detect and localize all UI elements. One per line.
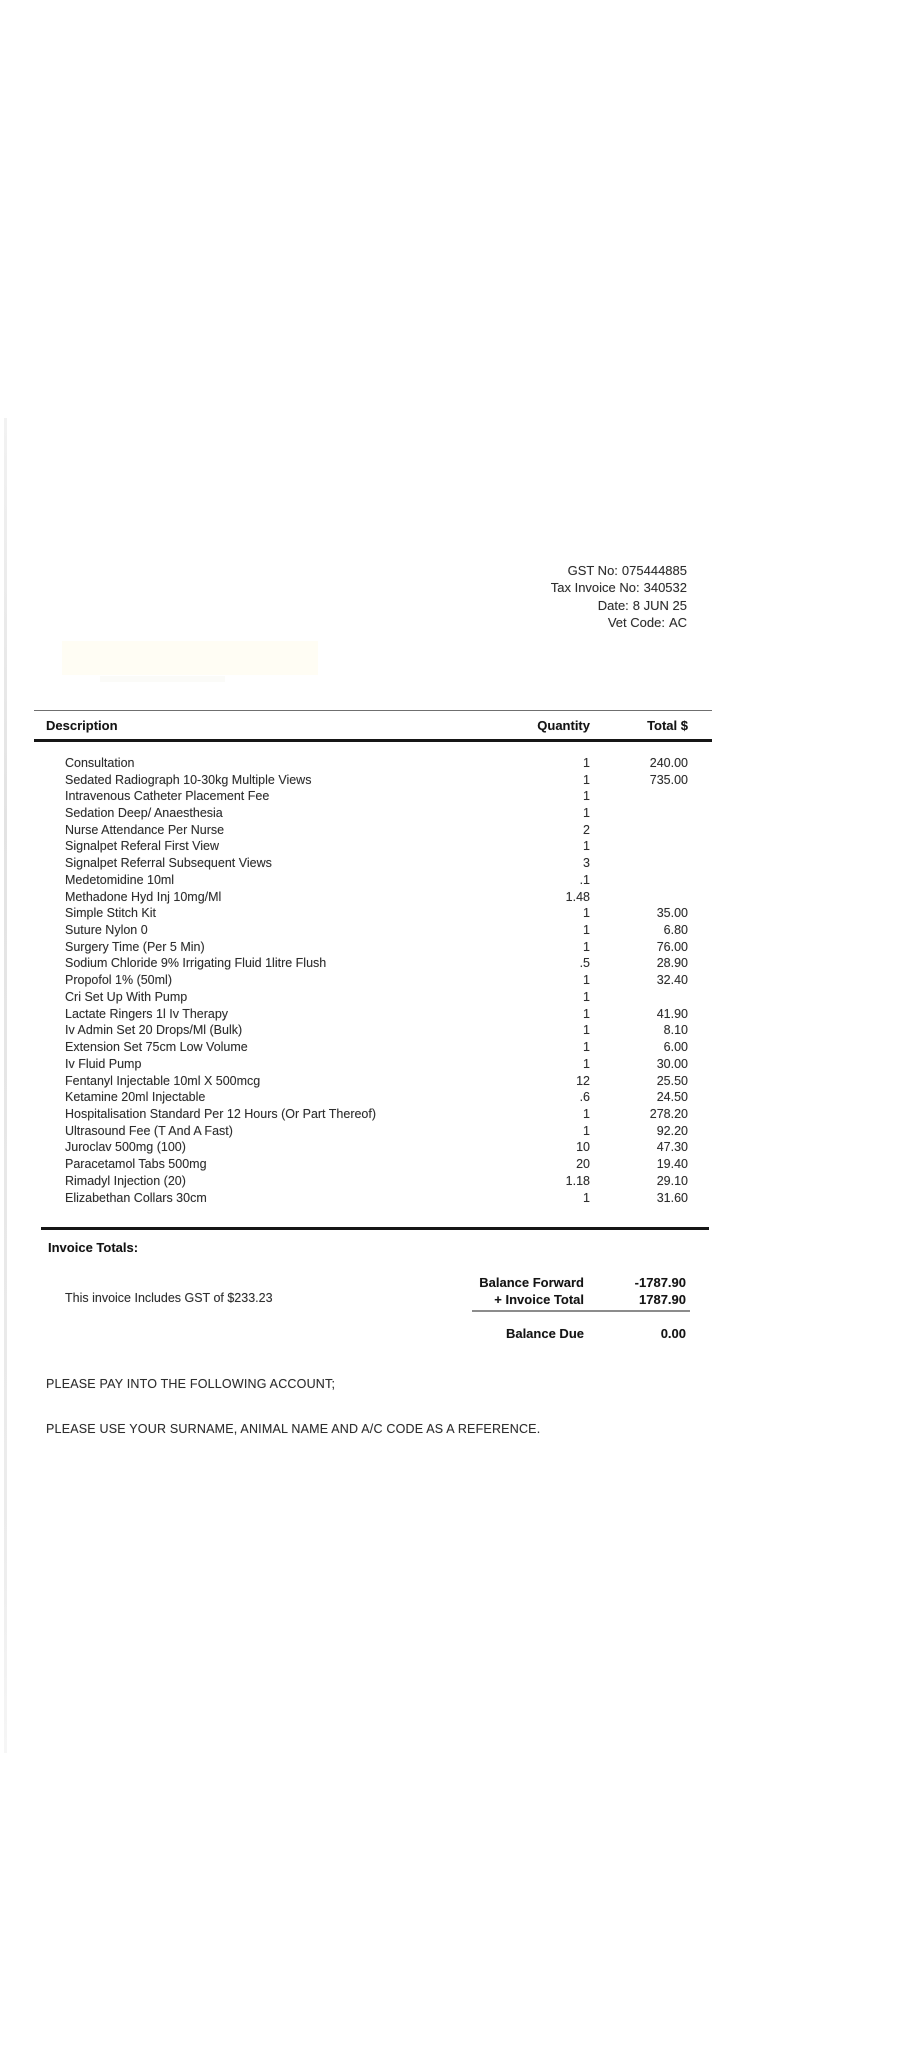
item-total: 76.00	[656, 939, 688, 954]
item-description: Suture Nylon 0	[65, 923, 148, 938]
item-description: Iv Fluid Pump	[65, 1056, 142, 1071]
item-total: 35.00	[656, 906, 688, 921]
item-total: 24.50	[656, 1090, 688, 1105]
column-header-total: Total $	[647, 718, 688, 734]
item-description: Cri Set Up With Pump	[65, 989, 188, 1004]
table-row	[34, 1072, 712, 1089]
table-row	[34, 1106, 712, 1123]
vet-code-value: AC	[668, 614, 687, 630]
item-quantity: 12	[576, 1073, 590, 1088]
invoice-date-label: Date:	[597, 597, 629, 613]
reference-instruction-note: PLEASE USE YOUR SURNAME, ANIMAL NAME AND A/C CODE AS A REFERENCE.	[46, 1422, 541, 1436]
item-description: Surgery Time (Per 5 Min)	[65, 939, 205, 954]
item-quantity: 1	[583, 806, 590, 821]
item-quantity: 1	[583, 789, 590, 804]
item-total: 278.20	[649, 1106, 688, 1121]
table-row	[34, 755, 712, 772]
vet-code-label: Vet Code:	[607, 614, 665, 630]
column-header-quantity: Quantity	[537, 718, 590, 734]
table-row	[34, 1156, 712, 1173]
item-description: Sedation Deep/ Anaesthesia	[65, 806, 223, 821]
table-row	[34, 938, 712, 955]
item-total: 25.50	[656, 1073, 688, 1088]
item-description: Juroclav 500mg (100)	[65, 1140, 186, 1155]
table-row	[34, 955, 712, 972]
item-total: 8.10	[663, 1023, 688, 1038]
item-description: Iv Admin Set 20 Drops/Ml (Bulk)	[65, 1023, 243, 1038]
redacted-clinic-area	[62, 641, 318, 675]
column-header-description: Description	[46, 718, 118, 734]
tax-invoice-number-value: 340532	[643, 580, 687, 596]
item-description: Ketamine 20ml Injectable	[65, 1090, 206, 1105]
table-row	[34, 1122, 712, 1139]
item-description: Intravenous Catheter Placement Fee	[65, 789, 270, 804]
table-row	[34, 1039, 712, 1056]
invoice-totals-heading: Invoice Totals:	[48, 1240, 139, 1255]
item-quantity: 20	[576, 1157, 590, 1172]
item-quantity: 1	[583, 1190, 590, 1205]
item-quantity: 1	[583, 1040, 590, 1055]
invoice-total-line	[396, 1291, 686, 1308]
item-quantity: 1	[583, 1023, 590, 1038]
tax-invoice-number-line	[551, 579, 687, 596]
table-row	[34, 1189, 712, 1206]
item-description: Medetomidine 10ml	[65, 872, 175, 887]
table-row	[34, 972, 712, 989]
gst-number-line	[551, 562, 687, 579]
item-description: Signalpet Referral Subsequent Views	[65, 856, 272, 871]
invoice-meta	[551, 562, 687, 631]
item-quantity: 1	[583, 1106, 590, 1121]
scan-edge-artifact	[4, 418, 7, 1753]
line-items-table	[34, 710, 712, 1206]
balance-due-value: 0.00	[660, 1326, 686, 1341]
item-description: Simple Stitch Kit	[65, 906, 157, 921]
table-row	[34, 838, 712, 855]
item-quantity: 1	[583, 923, 590, 938]
vet-code-line	[551, 614, 687, 631]
table-header-row	[34, 710, 712, 742]
invoice-total-label: + Invoice Total	[494, 1292, 584, 1307]
invoice-date-line	[551, 597, 687, 614]
table-row	[34, 888, 712, 905]
balance-forward-value: -1787.90	[634, 1275, 686, 1290]
table-row	[34, 922, 712, 939]
item-total: 19.40	[656, 1157, 688, 1172]
item-description: Paracetamol Tabs 500mg	[65, 1157, 207, 1172]
item-quantity: 1	[583, 906, 590, 921]
item-total: 29.10	[656, 1173, 688, 1188]
item-quantity: 2	[583, 822, 590, 837]
table-row	[34, 905, 712, 922]
table-bottom-rule	[41, 1227, 709, 1230]
item-quantity: 1	[583, 1056, 590, 1071]
item-total: 31.60	[656, 1190, 688, 1205]
item-total: 28.90	[656, 956, 688, 971]
item-quantity: 3	[583, 856, 590, 871]
item-description: Sodium Chloride 9% Irrigating Fluid 1litre Flush	[65, 956, 327, 971]
table-row	[34, 855, 712, 872]
item-quantity: 1.48	[565, 889, 590, 904]
item-total: 92.20	[656, 1123, 688, 1138]
item-description: Nurse Attendance Per Nurse	[65, 822, 225, 837]
balance-due-label: Balance Due	[505, 1326, 584, 1341]
table-row	[34, 1055, 712, 1072]
item-total: 6.80	[663, 923, 688, 938]
item-quantity: 1	[583, 1006, 590, 1021]
invoice-date-value: 8 JUN 25	[632, 597, 687, 613]
item-quantity: 1	[583, 755, 590, 770]
item-quantity: .5	[579, 956, 590, 971]
item-total: 30.00	[656, 1056, 688, 1071]
table-row	[34, 821, 712, 838]
table-row	[34, 1139, 712, 1156]
table-row	[34, 1005, 712, 1022]
item-description: Ultrasound Fee (T And A Fast)	[65, 1123, 233, 1138]
item-quantity: .6	[579, 1090, 590, 1105]
item-description: Methadone Hyd Inj 10mg/Ml	[65, 889, 222, 904]
table-row	[34, 1089, 712, 1106]
balance-due-line	[396, 1325, 686, 1342]
item-quantity: 1	[583, 973, 590, 988]
item-description: Propofol 1% (50ml)	[65, 973, 172, 988]
item-total: 47.30	[656, 1140, 688, 1155]
gst-number-value: 075444885	[621, 563, 687, 578]
redacted-streak	[100, 676, 225, 682]
item-description: Signalpet Referal First View	[65, 839, 220, 854]
table-row	[34, 989, 712, 1006]
balance-forward-label: Balance Forward	[479, 1275, 584, 1290]
item-description: Extension Set 75cm Low Volume	[65, 1040, 248, 1055]
item-total: 735.00	[649, 772, 688, 787]
item-description: Consultation	[65, 755, 135, 770]
table-row	[34, 1172, 712, 1189]
item-description: Hospitalisation Standard Per 12 Hours (Or Part Thereof)	[65, 1106, 377, 1121]
item-quantity: 1	[583, 989, 590, 1004]
item-total: 32.40	[656, 973, 688, 988]
totals-divider-rule	[472, 1310, 690, 1312]
item-quantity: 1	[583, 839, 590, 854]
item-quantity: .1	[579, 872, 590, 887]
item-description: Elizabethan Collars 30cm	[65, 1190, 207, 1205]
balance-forward-line	[396, 1274, 686, 1291]
item-quantity: 1	[583, 1123, 590, 1138]
item-description: Fentanyl Injectable 10ml X 500mcg	[65, 1073, 261, 1088]
table-row	[34, 788, 712, 805]
gst-number-label: GST No:	[567, 563, 618, 578]
table-row	[34, 872, 712, 889]
table-row	[34, 805, 712, 822]
totals-block	[396, 1274, 686, 1308]
item-total: 6.00	[663, 1040, 688, 1055]
item-quantity: 1	[583, 939, 590, 954]
item-description: Sedated Radiograph 10-30kg Multiple Views	[65, 772, 312, 787]
table-row	[34, 771, 712, 788]
tax-invoice-number-label: Tax Invoice No:	[550, 580, 640, 596]
item-description: Lactate Ringers 1l Iv Therapy	[65, 1006, 229, 1021]
item-total: 41.90	[656, 1006, 688, 1021]
item-total: 240.00	[649, 755, 688, 770]
item-quantity: 1	[583, 772, 590, 787]
table-row	[34, 1022, 712, 1039]
gst-note: This invoice Includes GST of $233.23	[65, 1291, 273, 1305]
invoice-total-value: 1787.90	[639, 1292, 686, 1307]
item-description: Rimadyl Injection (20)	[65, 1173, 186, 1188]
line-items-body	[34, 742, 712, 1206]
item-quantity: 1.18	[565, 1173, 590, 1188]
payment-instruction-note: PLEASE PAY INTO THE FOLLOWING ACCOUNT;	[46, 1377, 336, 1391]
item-quantity: 10	[576, 1140, 590, 1155]
